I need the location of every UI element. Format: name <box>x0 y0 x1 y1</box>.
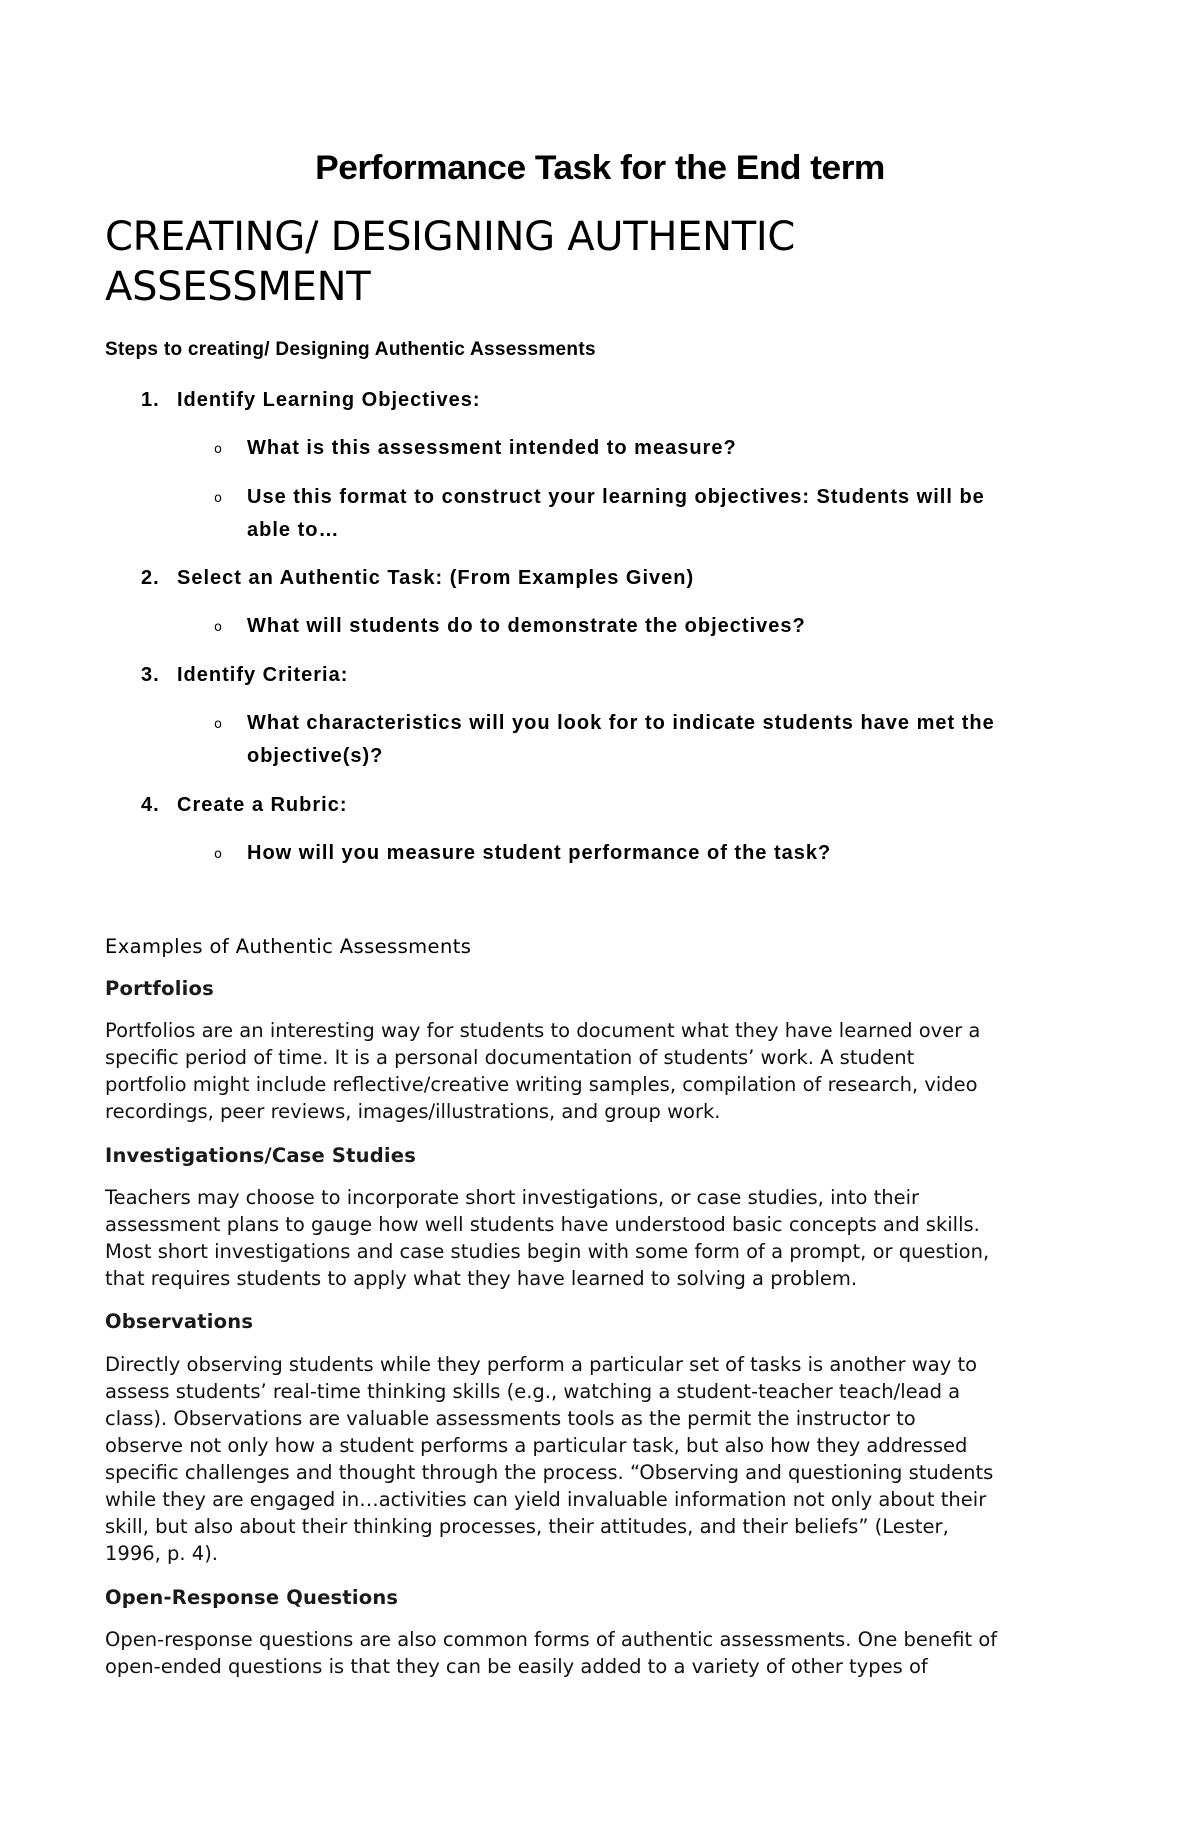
main-heading-line-2: ASSESSMENT <box>105 264 371 310</box>
section-paragraph: Teachers may choose to incorporate short investigations, or case studies, into their assessment plans to gauge how well students have understood basic concepts and skills. Most short investigations and case studies begin with some form of a prompt, or question, that requires students to apply what they have learned to solving a problem. <box>105 1186 990 1290</box>
step-number: 2. <box>141 567 160 589</box>
step-bullet: What will students do to demonstrate the objectives? <box>247 615 806 637</box>
step-label: Create a Rubric: <box>177 794 348 816</box>
section-heading-portfolios: Portfolios <box>105 977 214 1000</box>
step-bullet: How will you measure student performance of the task? <box>247 842 832 864</box>
section-paragraph: Open-response questions are also common forms of authentic assessments. One benefit of open-ended questions is that they can be easily added to a variety of other types of <box>105 1628 998 1678</box>
step-number: 3. <box>141 664 160 686</box>
step-label: Identify Learning Objectives: <box>177 389 481 411</box>
document-title: Performance Task for the End term <box>315 149 885 187</box>
step-label: Identify Criteria: <box>177 664 349 686</box>
main-heading-line-1: CREATING/ DESIGNING AUTHENTIC <box>105 214 796 260</box>
step-number: 1. <box>141 389 160 411</box>
bullet-icon: o <box>214 442 222 457</box>
section-heading-observations: Observations <box>105 1310 254 1333</box>
section-heading-open-response: Open-Response Questions <box>105 1586 399 1609</box>
step-bullet: What is this assessment intended to measure? <box>247 437 737 459</box>
bullet-icon: o <box>214 717 222 732</box>
step-bullet: Use this format to construct your learning objectives: Students will be able to… <box>247 486 985 541</box>
section-paragraph: Directly observing students while they perform a particular set of tasks is another way to assess students’ real-time thinking skills (e.g., watching a student-teacher teach/lead a class). Observations are valuable assessments tools as the permit the instructor to observe not only how a student performs a particular task, but also how they addressed specific challenges and thought through the process. “Observing and questioning students while they are engaged in…activities can yield invaluable information not only about their skill, but also about their thinking processes, their attitudes, and their beliefs” (Lester, 1996, p. 4). <box>105 1353 994 1565</box>
section-heading-investigations: Investigations/Case Studies <box>105 1144 417 1167</box>
examples-heading: Examples of Authentic Assessments <box>105 935 472 958</box>
steps-heading: Steps to creating/ Designing Authentic Assessments <box>105 339 596 360</box>
step-bullet: What characteristics will you look for to indicate students have met the objective(s)? <box>247 712 995 767</box>
bullet-icon: o <box>214 620 222 635</box>
step-number: 4. <box>141 794 160 816</box>
bullet-icon: o <box>214 491 222 506</box>
step-label: Select an Authentic Task: (From Examples Given) <box>177 567 695 589</box>
bullet-icon: o <box>214 847 222 862</box>
section-paragraph: Portfolios are an interesting way for students to document what they have learned over a specific period of time. It is a personal documentation of students’ work. A student portfolio might include reflective/creative writing samples, compilation of research, video recordings, peer reviews, images/illustrations, and group work. <box>105 1019 981 1123</box>
